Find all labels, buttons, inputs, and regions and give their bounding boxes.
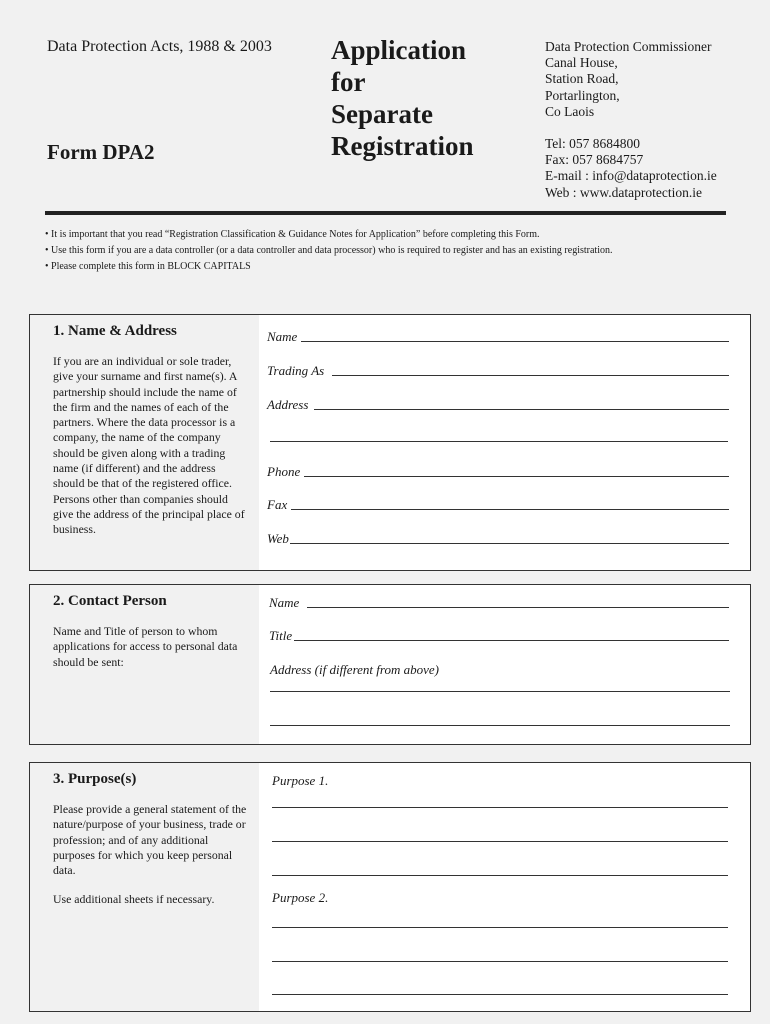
form-title-line: Registration — [331, 131, 474, 161]
field-label: Web — [267, 531, 289, 546]
note-item: • It is important that you read “Registration Classification & Guidance Notes for Application” before completing this Form. — [45, 229, 540, 240]
purpose-1-label: Purpose 1. — [272, 773, 329, 788]
phone-input-line[interactable] — [304, 476, 729, 477]
field-label: Name — [267, 329, 298, 344]
contact-name-field[interactable] — [269, 595, 729, 611]
address-line: Station Road, — [545, 71, 619, 87]
form-title-line: for — [331, 67, 366, 97]
note-item: • Please complete this form in BLOCK CAPITALS — [45, 261, 251, 272]
commissioner-contact — [545, 39, 717, 201]
contact-title-field[interactable] — [269, 628, 729, 644]
section-purposes — [29, 762, 751, 1012]
section-note: Use additional sheets if necessary. — [53, 892, 215, 907]
address-line: Co Laois — [545, 103, 595, 119]
fax-input-line[interactable] — [291, 509, 729, 510]
note-item: • Use this form if you are a data controller (or a data controller and data processor) who is required to register and has an existing registration. — [45, 245, 613, 256]
contact-address-label: Address (if different from above) — [270, 662, 439, 677]
address-input-line[interactable] — [314, 409, 729, 410]
contact-spacer — [545, 120, 717, 136]
contact-email[interactable]: E-mail : info@dataprotection.ie — [545, 168, 717, 184]
section-name-address — [29, 314, 751, 571]
section-heading: 3. Purpose(s) — [53, 771, 137, 787]
purpose-1-input-line-2[interactable] — [272, 841, 728, 842]
section-contact-person — [29, 584, 751, 745]
field-label: Trading As — [267, 363, 325, 378]
trading-as-input-line[interactable] — [332, 375, 729, 376]
section-heading: 2. Contact Person — [53, 593, 167, 609]
phone-field[interactable] — [267, 464, 729, 480]
section-info — [30, 585, 259, 744]
address-line: Canal House, — [545, 55, 618, 71]
contact-tel: Tel: 057 8684800 — [545, 136, 641, 152]
field-label: Address — [267, 397, 309, 412]
section-description: Name and Title of person to whom applications for access to personal data should be sent: — [53, 624, 238, 669]
acts-reference: Data Protection Acts, 1988 & 2003 — [47, 38, 272, 55]
section-heading: 1. Name & Address — [53, 323, 177, 339]
contact-fax: Fax: 057 8684757 — [545, 152, 644, 168]
contact-title-input-line[interactable] — [294, 640, 729, 641]
form-title-line: Application — [331, 35, 467, 65]
purpose-2-input-line[interactable] — [272, 927, 728, 928]
header-divider — [45, 211, 726, 215]
purpose-2-input-line-3[interactable] — [272, 994, 728, 995]
section-description: If you are an individual or sole trader, give your surname and first name(s). A partnership should include the name of the firm and the names of each of the partners. Where the data processor is a company, the name of the company should be given along with a trading name (if different) and the address should be that of the registered office. Persons other than companies should give the address of the principal place of business. — [53, 354, 245, 537]
field-label: Name — [269, 595, 300, 610]
purpose-1-input-line[interactable] — [272, 807, 728, 808]
section-info — [30, 763, 259, 1011]
contact-name-input-line[interactable] — [307, 607, 729, 608]
address-input-line-2[interactable] — [270, 441, 728, 442]
field-label: Fax — [267, 497, 288, 512]
trading-as-field[interactable] — [267, 363, 729, 379]
fax-field[interactable] — [267, 497, 729, 513]
address-field[interactable] — [267, 397, 729, 413]
instruction-notes — [45, 227, 612, 275]
purpose-1-input-line-3[interactable] — [272, 875, 728, 876]
address-line: Data Protection Commissioner — [545, 39, 712, 54]
address-line: Portarlington, — [545, 87, 620, 103]
form-title — [331, 34, 521, 162]
field-label: Title — [269, 628, 293, 643]
name-input-line[interactable] — [301, 341, 729, 342]
section-info — [30, 315, 259, 570]
purpose-2-input-line-2[interactable] — [272, 961, 728, 962]
purpose-2-label: Purpose 2. — [272, 890, 329, 905]
contact-address-input-line[interactable] — [270, 691, 730, 692]
contact-web[interactable]: Web : www.dataprotection.ie — [545, 184, 702, 200]
name-field[interactable] — [267, 329, 729, 345]
form-title-line: Separate — [331, 99, 433, 129]
web-input-line[interactable] — [290, 543, 729, 544]
web-field[interactable] — [267, 531, 729, 547]
field-label: Phone — [267, 464, 301, 479]
form-name: Form DPA2 — [47, 140, 155, 164]
contact-address-input-line-2[interactable] — [270, 725, 730, 726]
section-description: Please provide a general statement of the nature/purpose of your business, trade or profession; and of any additional purposes for which you keep personal data. — [53, 802, 247, 878]
